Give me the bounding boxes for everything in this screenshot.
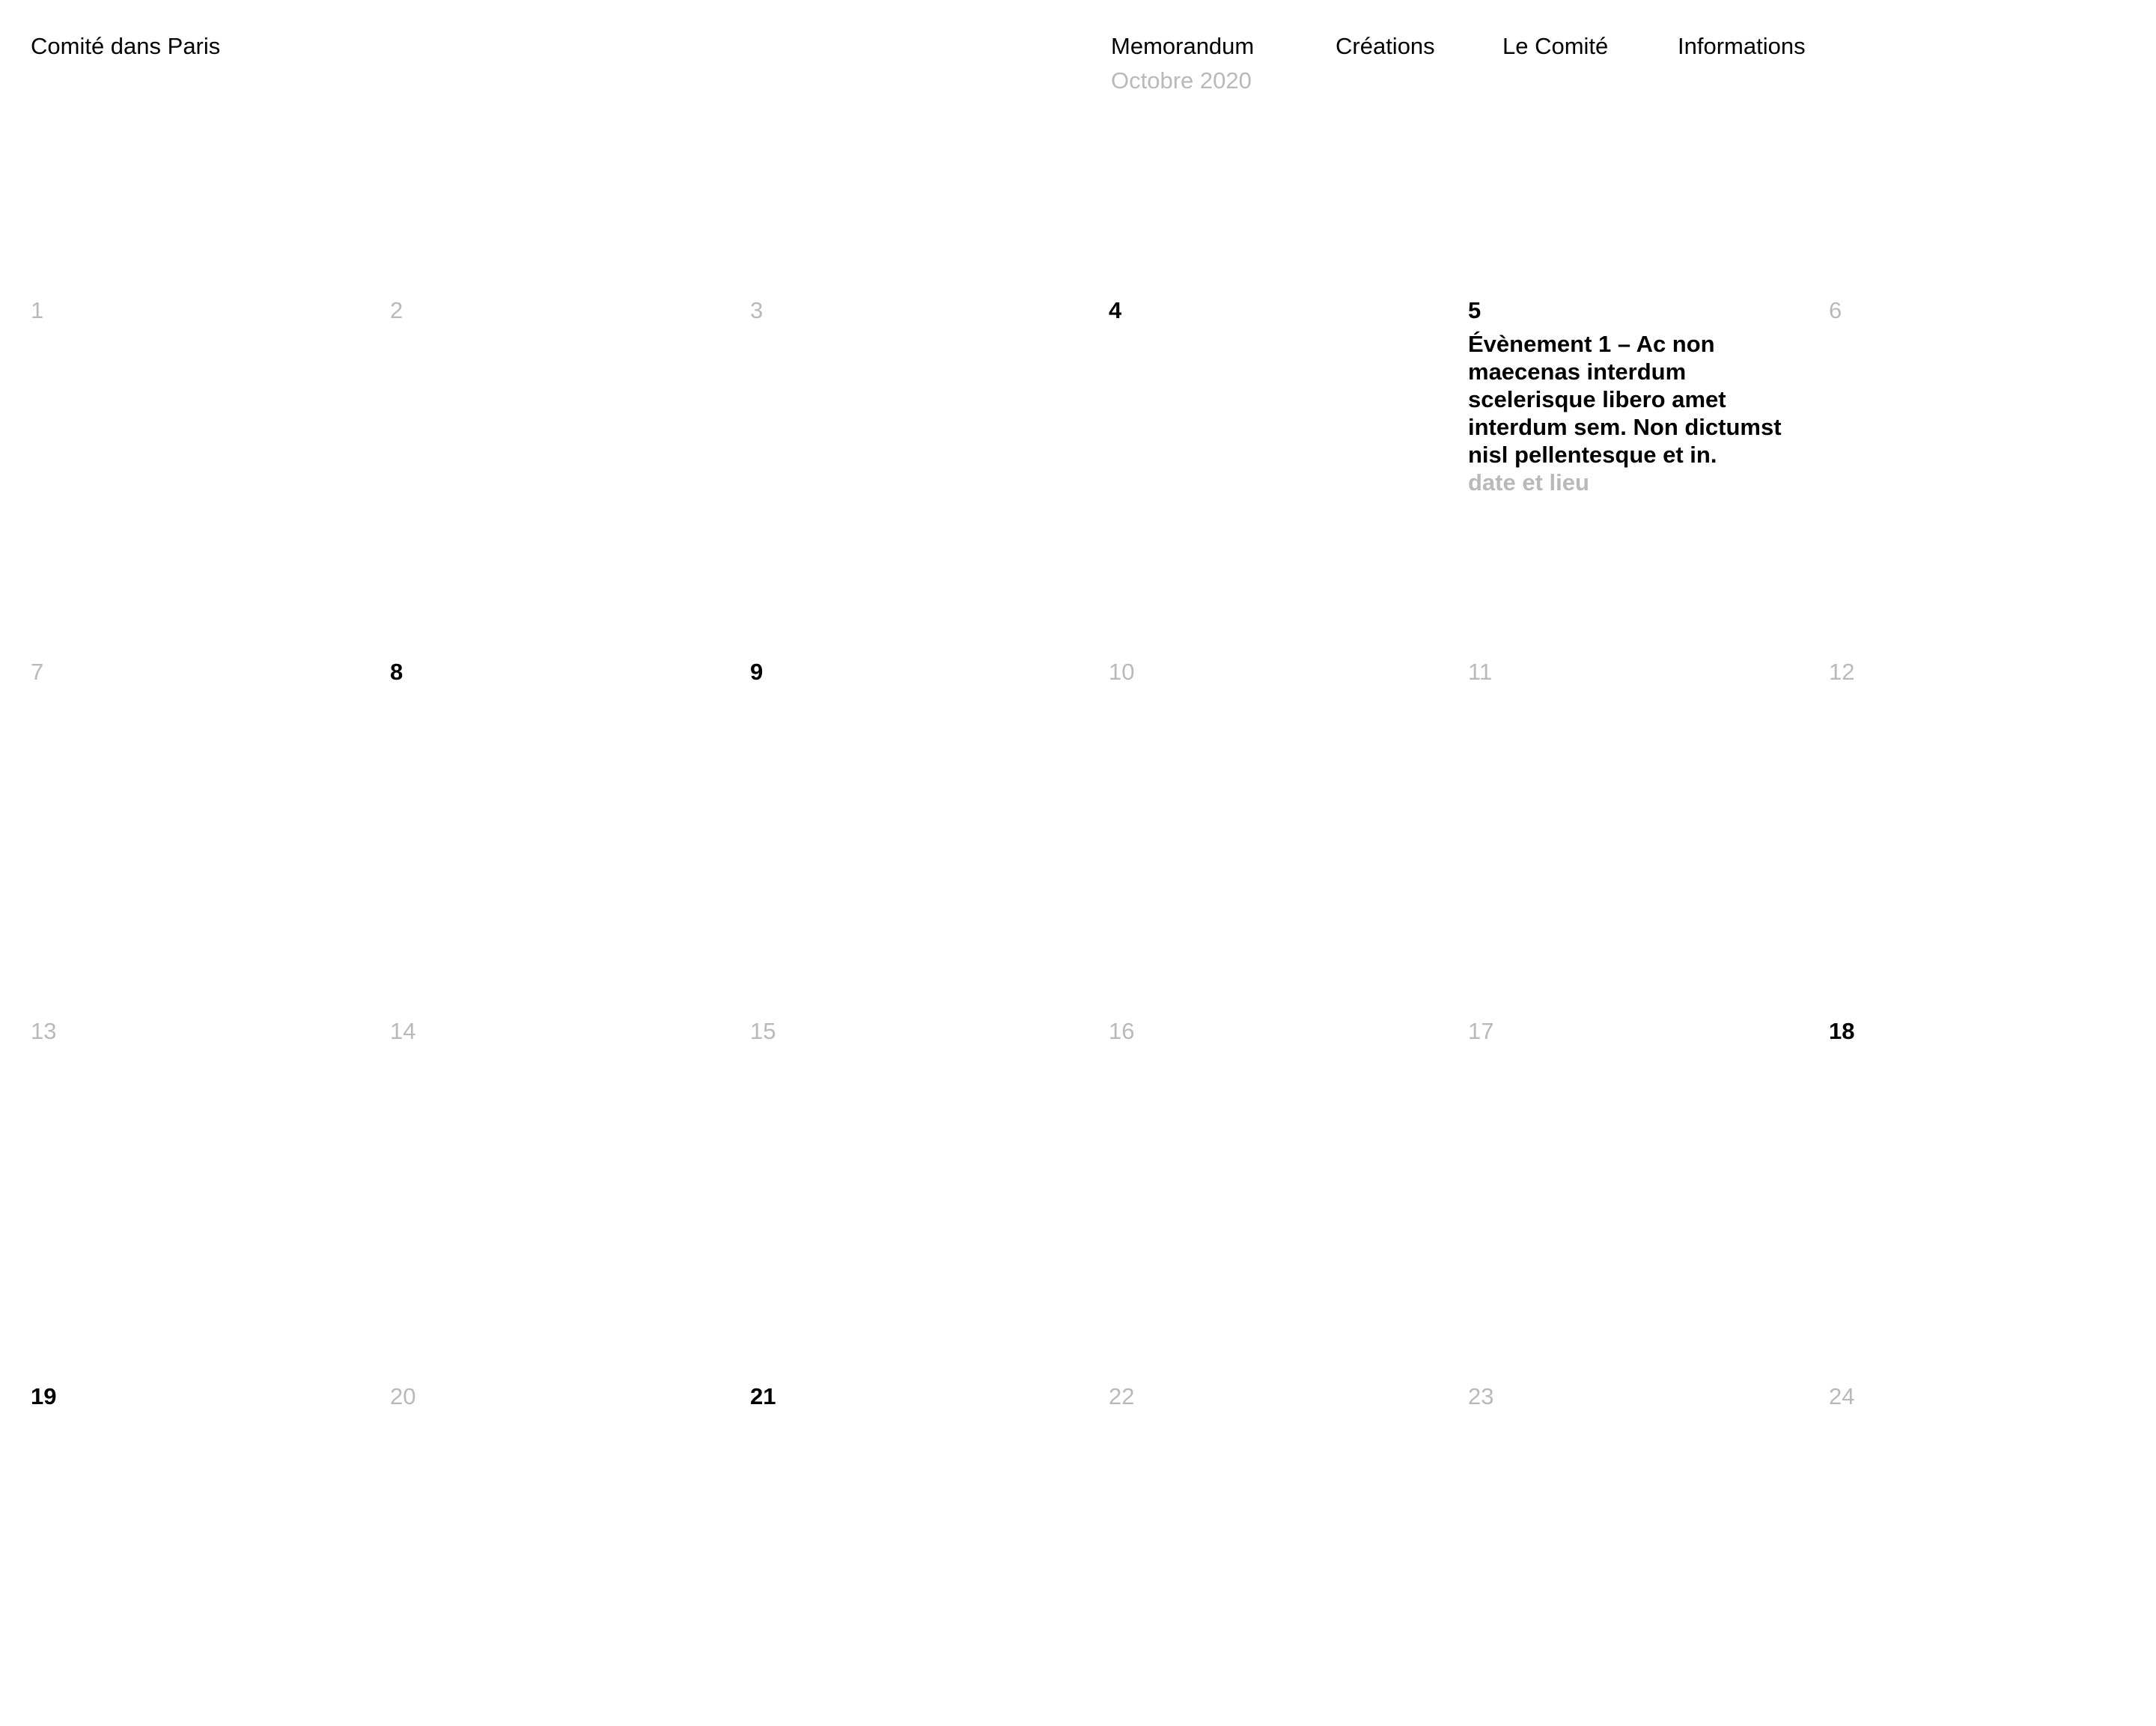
calendar-day-19 <box>31 1382 360 1726</box>
calendar-day-17 <box>1468 1016 1797 1361</box>
day-number[interactable]: 13 <box>31 1018 57 1044</box>
nav-item-informations[interactable]: Informations <box>1678 33 1806 59</box>
calendar-day-5 <box>1468 296 1797 640</box>
calendar-day-14 <box>390 1016 719 1361</box>
day-number[interactable]: 7 <box>31 659 44 685</box>
day-number[interactable]: 3 <box>750 297 764 323</box>
calendar-day-12 <box>1829 657 2156 1001</box>
calendar-day-22 <box>1109 1382 1438 1726</box>
day-number[interactable]: 24 <box>1829 1383 1855 1409</box>
calendar-day-6 <box>1829 296 2156 640</box>
day-number[interactable]: 11 <box>1468 659 1493 685</box>
nav-item-creations[interactable]: Créations <box>1336 33 1435 59</box>
day-number[interactable]: 22 <box>1109 1383 1135 1409</box>
nav-item-le-comite[interactable]: Le Comité <box>1502 33 1609 59</box>
day-number[interactable]: 5 <box>1468 297 1482 323</box>
calendar-day-15 <box>750 1016 1079 1361</box>
calendar-day-13 <box>31 1016 360 1361</box>
calendar-day-24 <box>1829 1382 2156 1726</box>
calendar-day-3 <box>750 296 1079 640</box>
event-entry[interactable] <box>1468 330 1790 496</box>
calendar-day-23 <box>1468 1382 1797 1726</box>
calendar-day-9 <box>750 657 1079 1001</box>
day-number[interactable]: 17 <box>1468 1018 1494 1044</box>
day-number[interactable]: 4 <box>1109 297 1122 323</box>
calendar-day-11 <box>1468 657 1797 1001</box>
month-label: Octobre 2020 <box>1111 67 1252 94</box>
day-number[interactable]: 6 <box>1829 297 1842 323</box>
calendar-day-1 <box>31 296 360 640</box>
calendar-day-18 <box>1829 1016 2156 1361</box>
calendar-day-4 <box>1109 296 1438 640</box>
day-number[interactable]: 2 <box>390 297 404 323</box>
day-number[interactable]: 8 <box>390 659 404 685</box>
nav-item-memorandum[interactable]: Memorandum <box>1111 33 1255 59</box>
calendar-day-20 <box>390 1382 719 1726</box>
day-number[interactable]: 15 <box>750 1018 776 1044</box>
calendar-day-21 <box>750 1382 1079 1726</box>
day-number[interactable]: 1 <box>31 297 44 323</box>
calendar-day-7 <box>31 657 360 1001</box>
event-title: Évènement 1 – Ac non maecenas interdum scelerisque libero amet interdum sem. Non dictumst nisl pellentesque et in. <box>1468 331 1782 468</box>
site-title[interactable]: Comité dans Paris <box>31 33 221 59</box>
calendar-day-10 <box>1109 657 1438 1001</box>
event-meta: date et lieu <box>1468 469 1589 495</box>
calendar-day-8 <box>390 657 719 1001</box>
day-number[interactable]: 19 <box>31 1383 57 1409</box>
calendar-day-16 <box>1109 1016 1438 1361</box>
day-number[interactable]: 18 <box>1829 1018 1855 1044</box>
day-number[interactable]: 14 <box>390 1018 416 1044</box>
day-number[interactable]: 12 <box>1829 659 1855 685</box>
day-number[interactable]: 16 <box>1109 1018 1135 1044</box>
day-number[interactable]: 23 <box>1468 1383 1494 1409</box>
day-number[interactable]: 10 <box>1109 659 1135 685</box>
day-number[interactable]: 20 <box>390 1383 416 1409</box>
day-number[interactable]: 9 <box>750 659 764 685</box>
day-number[interactable]: 21 <box>750 1383 776 1409</box>
calendar-day-2 <box>390 296 719 640</box>
